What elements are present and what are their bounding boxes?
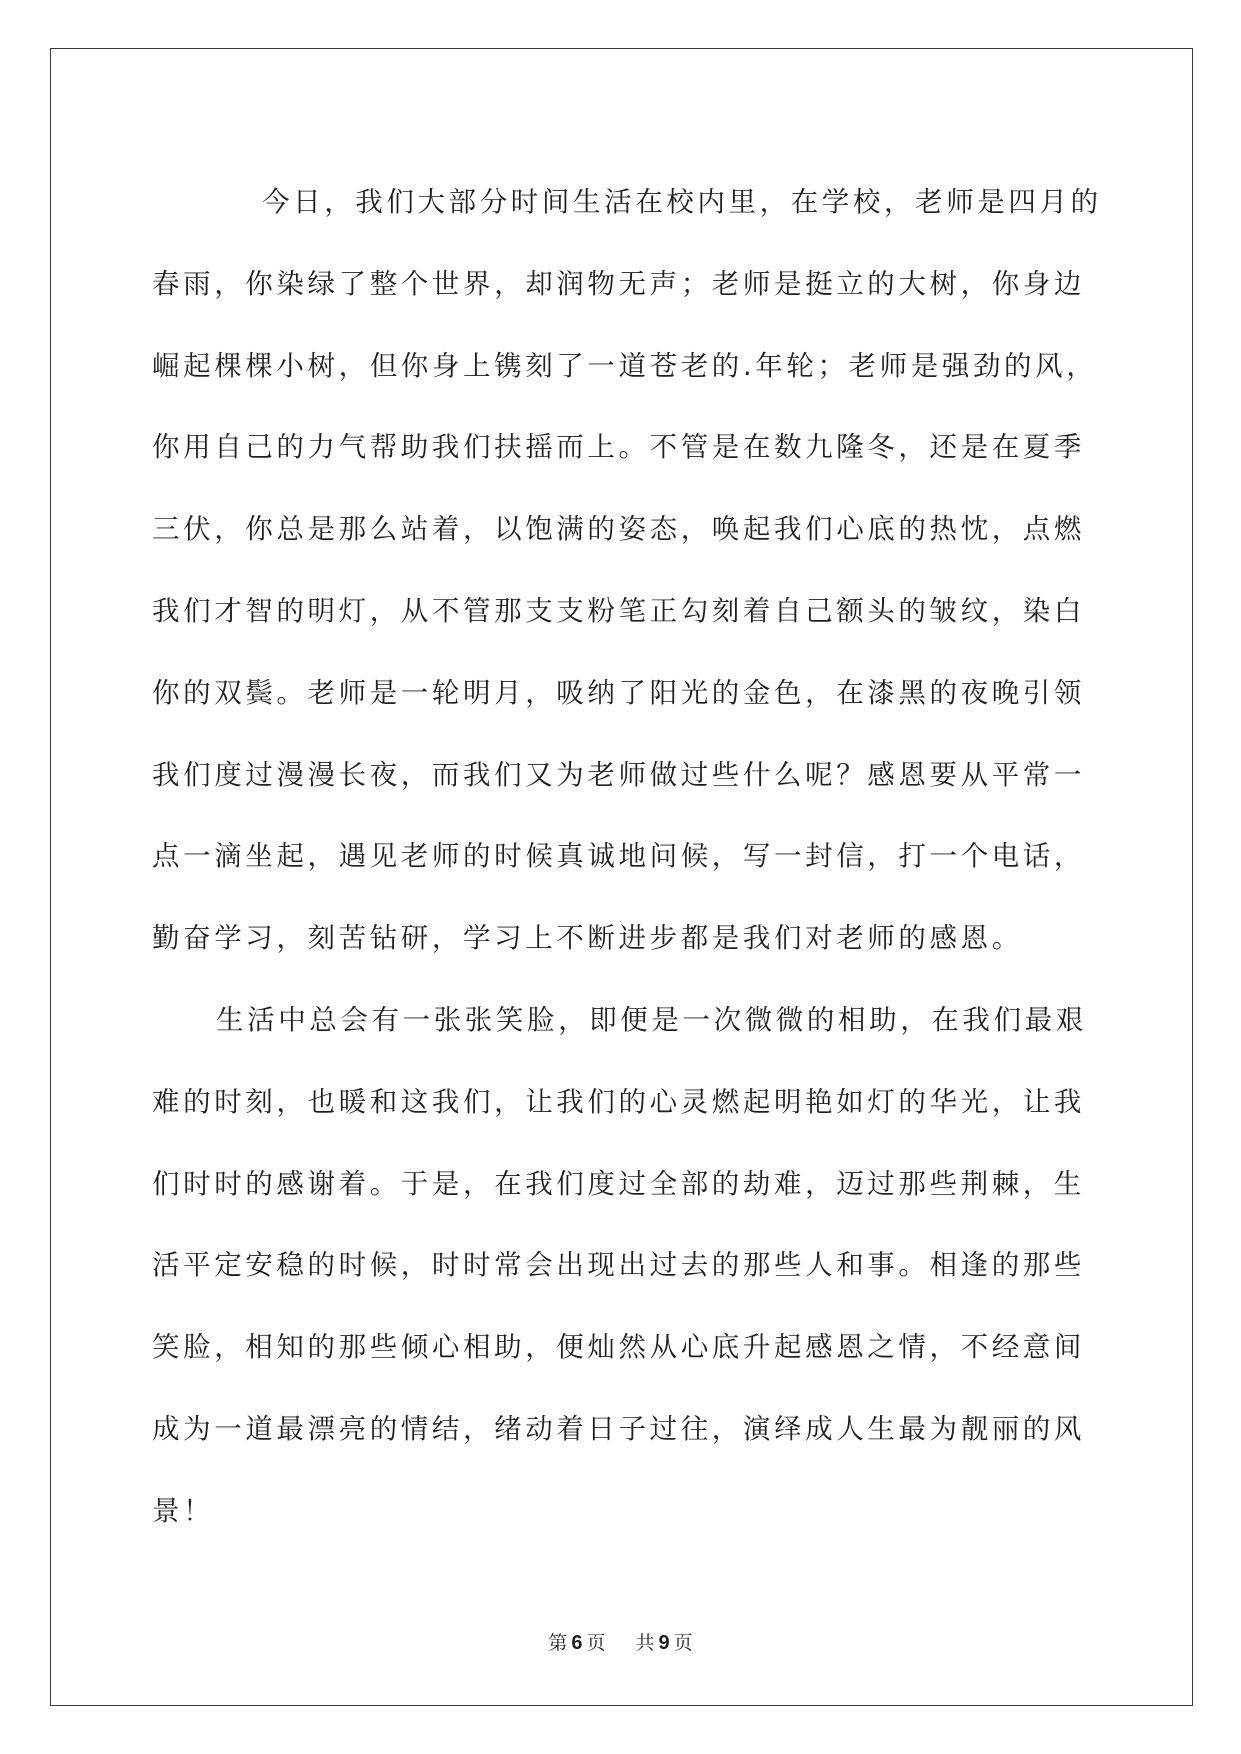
text-line: 生活中总会有一张张笑脸，即便是一次微微的相助，在我们最艰 bbox=[216, 1003, 1087, 1036]
paragraph-2 bbox=[152, 980, 1092, 1553]
text-line: 勤奋学习，刻苦钻研，学习上不断进步都是我们对老师的感恩。 bbox=[152, 922, 1023, 955]
text-line: 点一滴坐起，遇见老师的时候真诚地问候，写一封信，打一个电话， bbox=[152, 840, 1085, 873]
text-line: 景！ bbox=[152, 1494, 215, 1527]
page-prefix: 第 bbox=[548, 1632, 568, 1654]
text-line: 们时时的感谢着。于是，在我们度过全部的劫难，迈过那些荆棘，生 bbox=[152, 1167, 1085, 1200]
text-line: 今日，我们大部分时间生活在校内里，在学校，老师是四月的 bbox=[262, 186, 1102, 218]
total-unit: 页 bbox=[673, 1632, 693, 1654]
text-line: 笑脸，相知的那些倾心相助，便灿然从心底升起感恩之情，不经意间 bbox=[152, 1331, 1085, 1364]
text-line: 成为一道最漂亮的情结，绪动着日子过往，演绎成人生最为靓丽的风 bbox=[152, 1412, 1085, 1445]
text-line: 你的双鬓。老师是一轮明月，吸纳了阳光的金色，在漆黑的夜晚引领 bbox=[152, 676, 1085, 709]
text-line: 三伏，你总是那么站着，以饱满的姿态，唤起我们心底的热忱，点燃 bbox=[152, 513, 1085, 546]
text-line: 崛起棵棵小树，但你身上镌刻了一道苍老的.年轮；老师是强劲的风， bbox=[152, 349, 1098, 382]
page-number bbox=[546, 1632, 613, 1654]
text-line: 活平定安稳的时候，时时常会出现出过去的那些人和事。相逢的那些 bbox=[152, 1249, 1085, 1282]
text-line: 我们度过漫漫长夜，而我们又为老师做过些什么呢？感恩要从平常一 bbox=[152, 758, 1085, 791]
total-prefix: 共 bbox=[635, 1632, 655, 1654]
text-line: 你用自己的力气帮助我们扶摇而上。不管是在数九隆冬，还是在夏季 bbox=[152, 431, 1085, 464]
page-unit: 页 bbox=[586, 1632, 606, 1654]
text-line: 春雨，你染绿了整个世界，却润物无声；老师是挺立的大树，你身边 bbox=[152, 267, 1085, 300]
document-body bbox=[152, 162, 1102, 1553]
text-line: 难的时刻，也暖和这我们，让我们的心灵燃起明艳如灯的华光，让我 bbox=[152, 1085, 1085, 1118]
total-page-number: 9 bbox=[658, 1632, 670, 1654]
page-footer bbox=[0, 1628, 1241, 1655]
text-line: 我们才智的明灯，从不管那支支粉笔正勾刻着自己额头的皱纹，染白 bbox=[152, 594, 1085, 627]
current-page-number: 6 bbox=[571, 1632, 583, 1654]
paragraph-1 bbox=[152, 162, 1102, 980]
page-total bbox=[634, 1632, 695, 1654]
